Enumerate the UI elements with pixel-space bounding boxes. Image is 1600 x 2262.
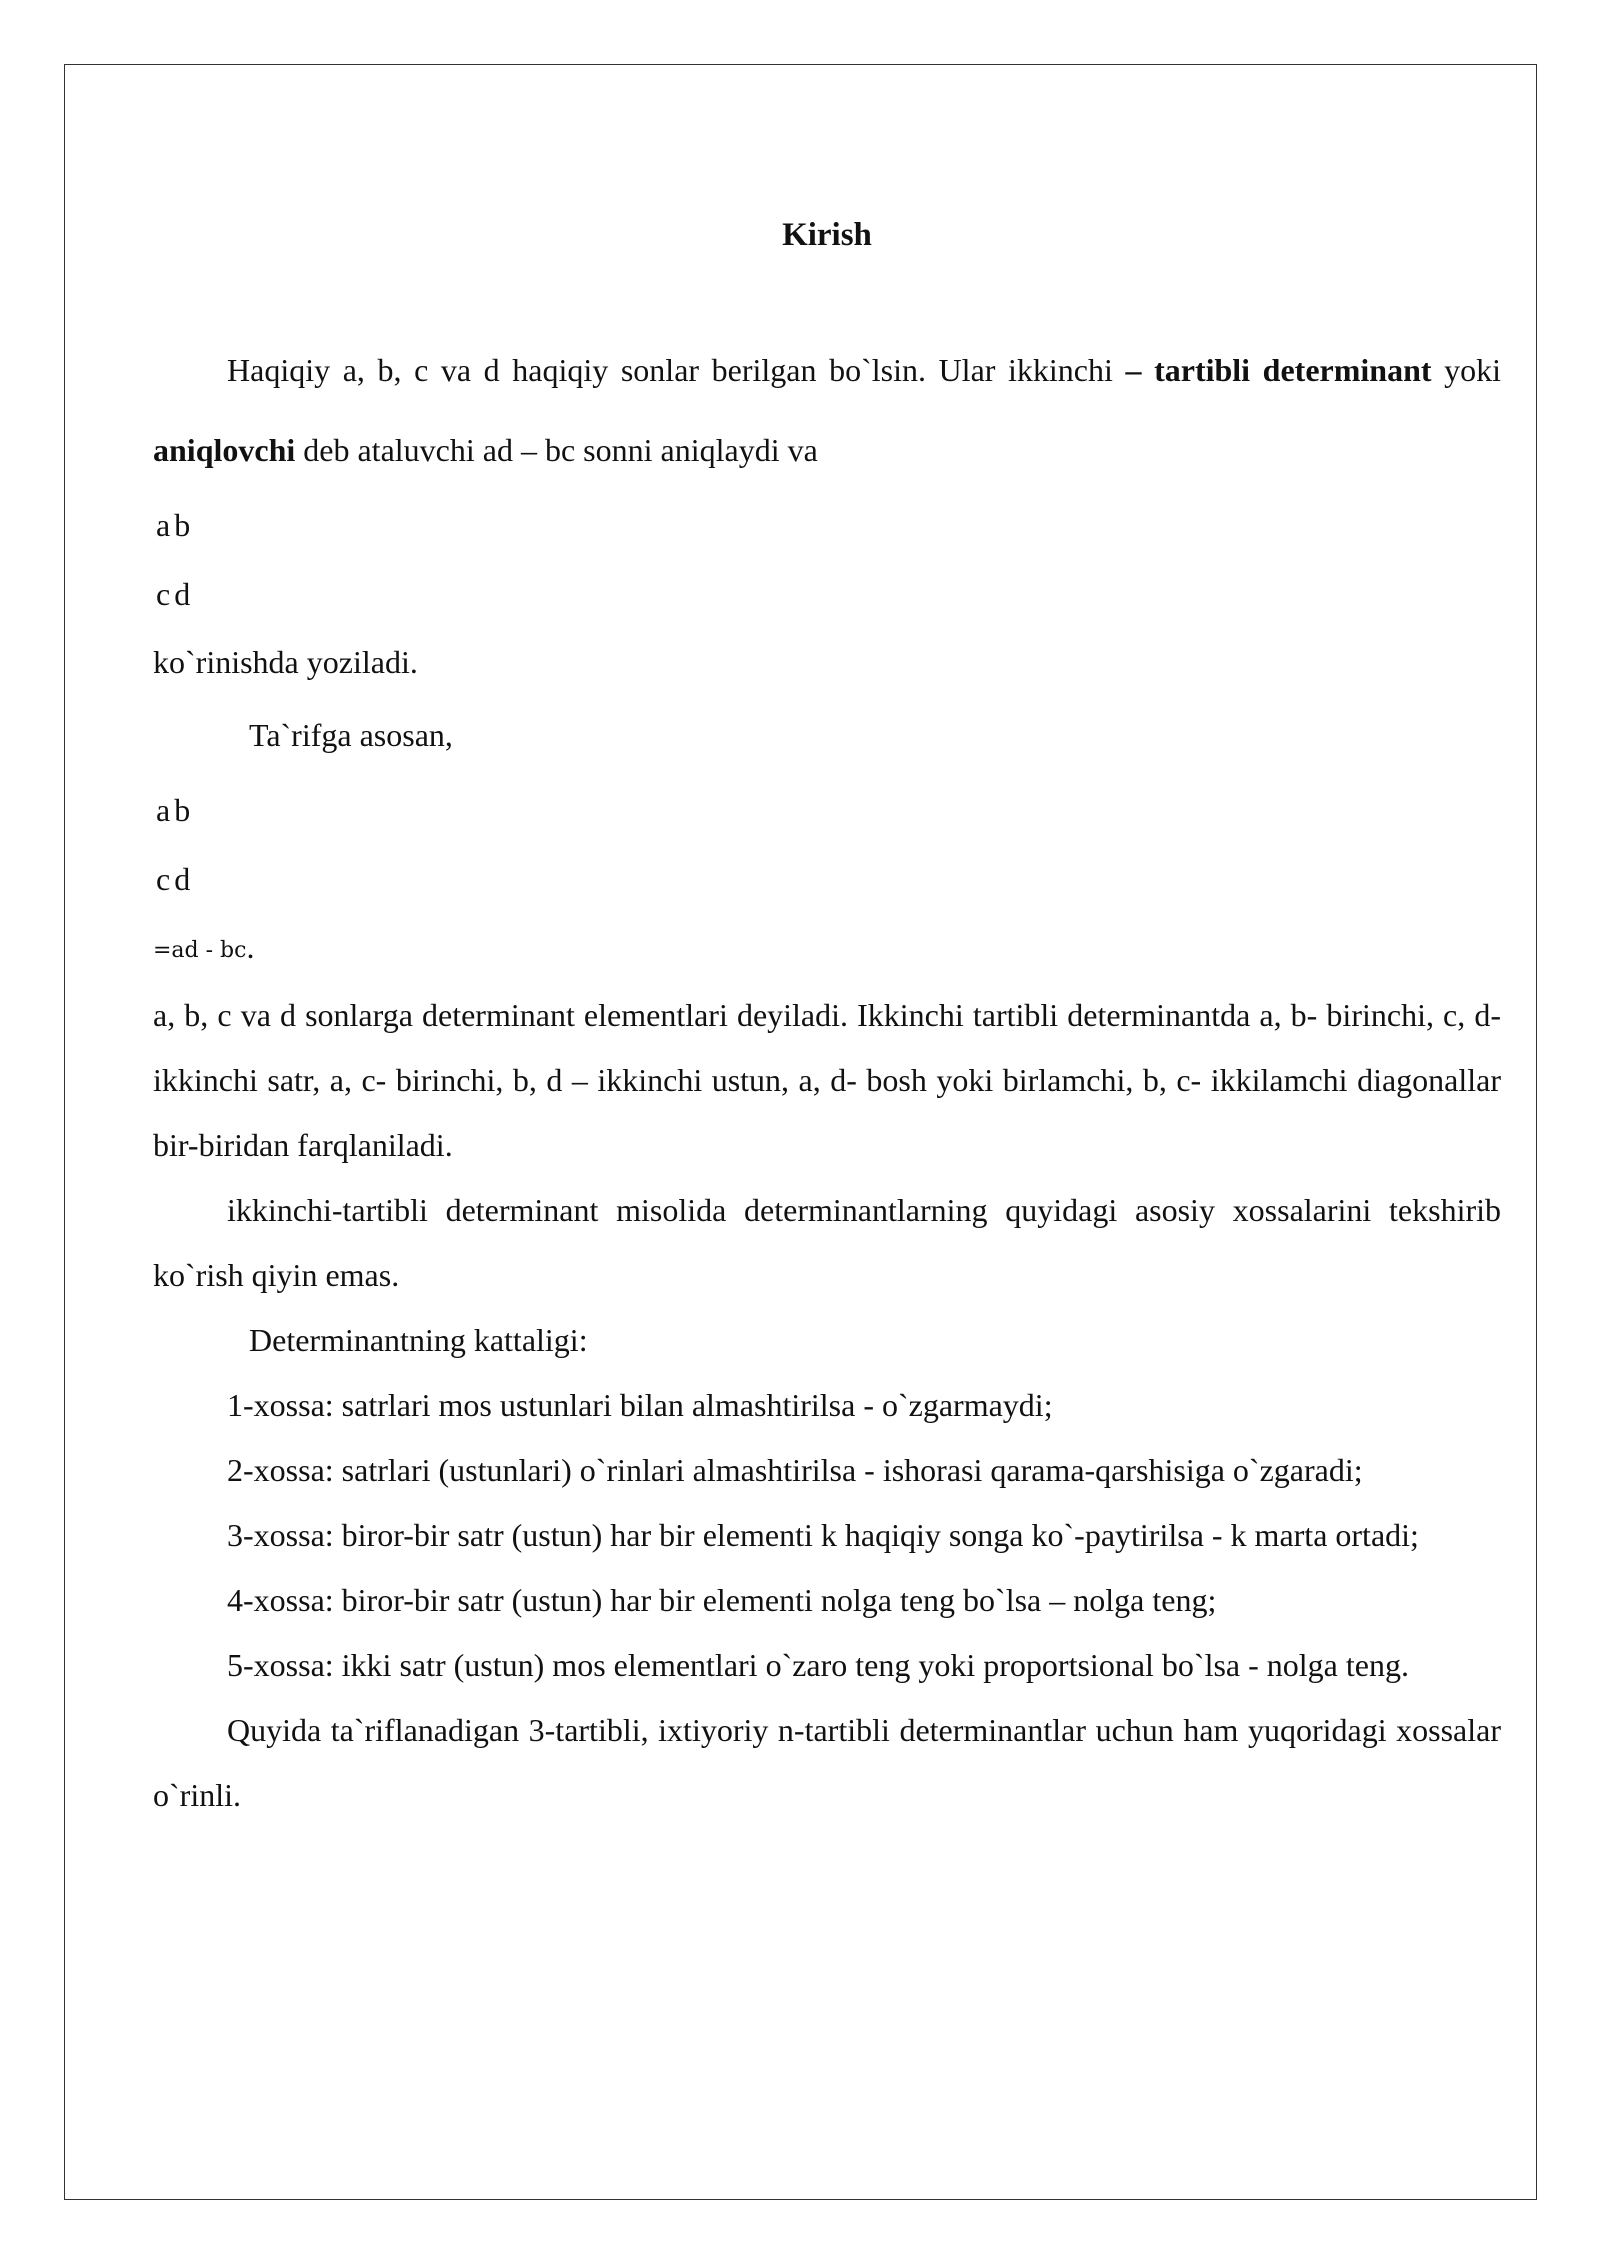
formula-period: . <box>246 929 255 965</box>
matrix-cell: c <box>156 861 171 897</box>
property-4: 4-xossa: biror-bir satr (ustun) har bir elementi nolga teng bo`lsa – nolga teng; <box>227 1582 1217 1619</box>
paragraph-elements: a, b, c va d sonlarga determinant elementlari deyiladi. Ikkinchi tartibli determinantda a, b- birinchi, c, d- ikkinchi satr, a, c- birinchi, b, d – ikkinchi ustun, a, d- bosh yoki birlamchi, b, c- ikkilamchi diagonallar bir-biridan farqlaniladi. <box>153 997 1501 1164</box>
intro-text-4: ko`rinishda yoziladi. <box>153 644 418 680</box>
page-title: Kirish <box>782 217 872 253</box>
property-5: 5-xossa: ikki satr (ustun) mos elementlari o`zaro teng yoki proportsional bo`lsa - nolga teng. <box>227 1647 1409 1684</box>
term-determinant: – tartibli determinant <box>1125 352 1432 388</box>
intro-text-2: yoki <box>1431 352 1501 388</box>
paragraph-properties-intro: ikkinchi-tartibli determinant misolida determinantlarning quyidagi asosiy xossalarini tekshirib ko`rish qiyin emas. <box>153 1192 1501 1294</box>
matrix-cell: a <box>156 507 171 543</box>
paragraph-definition <box>153 695 1501 775</box>
intro-text-1: Haqiqiy a, b, c va d haqiqiy sonlar berilgan bo`lsin. Ular ikkinchi <box>227 352 1126 388</box>
matrix-cell: b <box>174 792 191 828</box>
matrix-cell: c <box>156 576 171 612</box>
spacer <box>153 270 1501 330</box>
definition-text: Ta`rifga asosan, <box>249 717 461 753</box>
matrix-cell: d <box>174 861 191 897</box>
property-3: 3-xossa: biror-bir satr (ustun) har bir elementi k haqiqiy songa ko`-paytirilsa - k marta ortadi; <box>227 1517 1419 1554</box>
term-aniqlovchi: aniqlovchi <box>153 432 296 468</box>
property-2: 2-xossa: satrlari (ustunlari) o`rinlari almashtirilsa - ishorasi qarama-qarshisiga o`zgaradi; <box>227 1452 1363 1489</box>
matrix-cell: b <box>174 507 191 543</box>
matrix-cell: a <box>156 792 171 828</box>
formula-equals: =ad - bc <box>153 938 247 964</box>
paragraph-intro <box>153 330 1501 490</box>
paragraph-conclusion: Quyida ta`riflanadigan 3-tartibli, ixtiyoriy n-tartibli determinantlar uchun ham yuqoridagi xossalar o`rinli. <box>153 1712 1501 1814</box>
paragraph-magnitude: Determinantning kattaligi: <box>249 1322 588 1359</box>
matrix-cell: d <box>174 576 191 612</box>
document-body <box>153 200 1501 1828</box>
intro-text-3: deb ataluvchi ad – bc sonni aniqlaydi va <box>295 432 826 468</box>
property-1: 1-xossa: satrlari mos ustunlari bilan almashtirilsa - o`zgarmaydi; <box>227 1387 1053 1424</box>
